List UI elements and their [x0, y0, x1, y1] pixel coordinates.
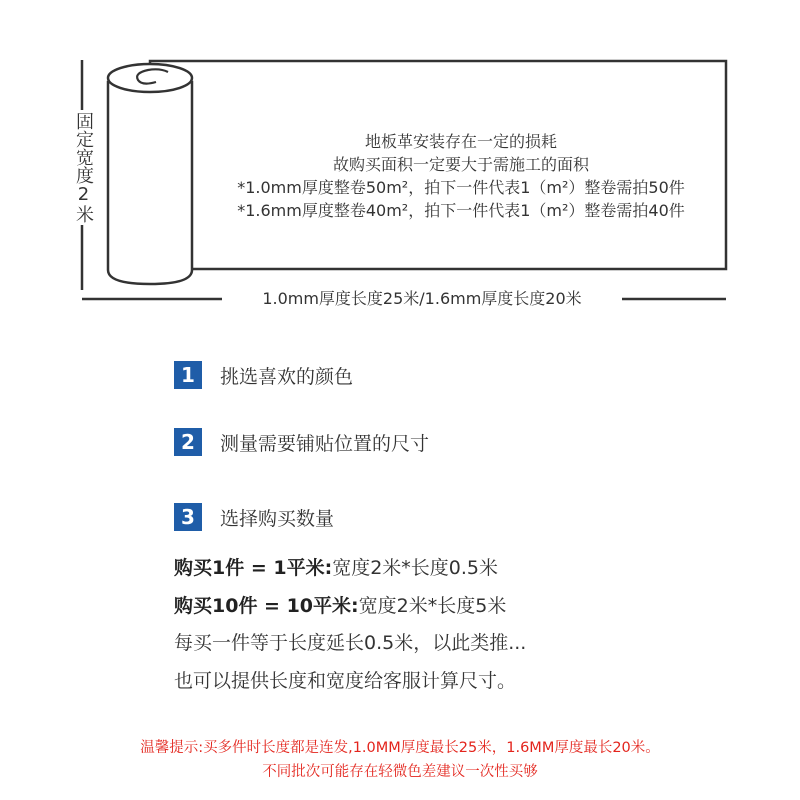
- purchase-info-detail: 宽度2米*长度0.5米: [332, 557, 499, 579]
- step-label: 选择购买数量: [220, 507, 335, 530]
- step-1: [174, 360, 353, 390]
- step-label: 测量需要铺贴位置的尺寸: [220, 432, 430, 455]
- roll-top: [108, 64, 192, 92]
- purchase-info-line-1: [174, 556, 498, 580]
- step-number-badge: 1: [174, 361, 202, 389]
- roll-body: [108, 82, 192, 284]
- step-2: [174, 427, 429, 457]
- width-label: 固定宽度2米: [73, 112, 94, 223]
- floor-roll-diagram: [0, 0, 800, 320]
- sheet-line-4: *1.6mm厚度整卷40m²，拍下一件代表1（m²）整卷需拍40件: [237, 201, 685, 220]
- length-label: 1.0mm厚度长度25米/1.6mm厚度长度20米: [222, 289, 622, 309]
- warm-tip-line-1: 温馨提示:买多件时长度都是连发,1.0MM厚度最长25米，1.6MM厚度最长20米。: [140, 740, 660, 756]
- purchase-info-line-3: 每买一件等于长度延长0.5米，以此类推...: [174, 632, 527, 654]
- sheet-line-1: 地板革安装存在一定的损耗: [364, 132, 557, 151]
- purchase-info-emphasis: 购买10件 = 10平米:: [174, 595, 359, 617]
- step-number-badge: 3: [174, 503, 202, 531]
- step-3: [174, 502, 334, 532]
- step-number-badge: 2: [174, 428, 202, 456]
- sheet-line-2: 故购买面积一定要大于需施工的面积: [332, 155, 589, 174]
- sheet-line-3: *1.0mm厚度整卷50m²，拍下一件代表1（m²）整卷需拍50件: [237, 178, 685, 197]
- sheet-description: [196, 130, 726, 222]
- purchase-info-emphasis: 购买1件 = 1平米:: [174, 557, 333, 579]
- step-label: 挑选喜欢的颜色: [220, 365, 354, 388]
- purchase-info-line-2: [174, 594, 506, 618]
- purchase-info-detail: 宽度2米*长度5米: [358, 595, 507, 617]
- warm-tip-line-2: 不同批次可能存在轻微色差建议一次性买够: [262, 764, 538, 780]
- purchase-info-line-4: 也可以提供长度和宽度给客服计算尺寸。: [174, 670, 517, 692]
